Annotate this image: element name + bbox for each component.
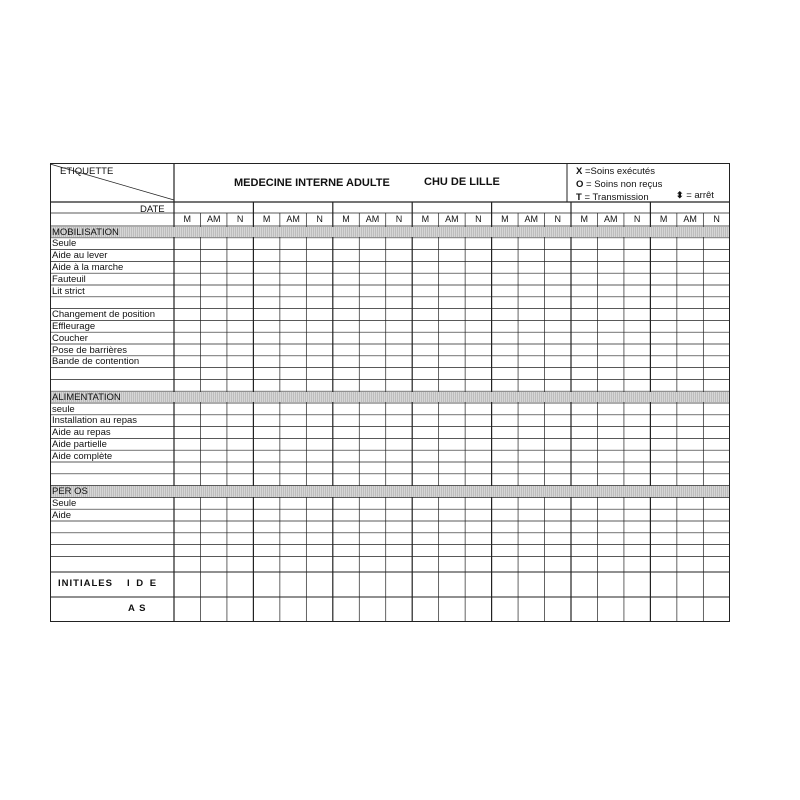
- subcolumn-label-n: N: [554, 214, 562, 224]
- subcolumn-label-n: N: [316, 214, 323, 224]
- initials-as-label: A S: [128, 603, 147, 614]
- care-row-label: Changement de position: [52, 309, 155, 321]
- care-row-label: Aide au lever: [52, 250, 108, 262]
- date-label: DATE: [140, 204, 165, 215]
- double-arrow-icon: ⬍: [676, 190, 684, 200]
- subcolumn-label-n: N: [236, 214, 244, 224]
- legend-not-received: O = Soins non reçus: [576, 179, 663, 190]
- section-title: MOBILISATION: [52, 226, 119, 238]
- subcolumn-label-am: AM: [683, 214, 697, 224]
- care-row-label: seule: [52, 403, 75, 415]
- care-row-label: Installation au repas: [52, 415, 138, 427]
- care-row-label: Aide à la marche: [52, 261, 124, 273]
- care-row-label: Aide: [52, 509, 72, 521]
- care-row-label: Aide au repas: [52, 427, 111, 439]
- subcolumn-label-m: M: [421, 214, 430, 224]
- initials-label: INITIALES: [58, 578, 113, 589]
- form-title: MEDECINE INTERNE ADULTE: [234, 177, 390, 189]
- care-row-label: Coucher: [52, 332, 88, 344]
- hospital-name: CHU DE LILLE: [424, 176, 500, 188]
- legend-executed: X =Soins exécutés: [576, 166, 655, 177]
- subcolumn-label-n: N: [633, 214, 641, 224]
- etiquette-label: ETIQUETTE: [60, 166, 114, 177]
- care-row-label: Bande de contention: [52, 356, 140, 368]
- initials-ide-label: I D E: [127, 578, 158, 589]
- care-row-label: Fauteuil: [52, 273, 86, 285]
- section-header-band: [51, 392, 729, 403]
- legend-stop: ⬍ = arrêt: [676, 190, 714, 201]
- subcolumn-label-n: N: [713, 214, 720, 224]
- subcolumn-label-am: AM: [524, 214, 539, 224]
- care-row-label: Seule: [52, 497, 77, 509]
- section-header-band: [51, 486, 729, 497]
- section-title: ALIMENTATION: [52, 391, 121, 403]
- section-title: PER OS: [52, 486, 88, 498]
- section-header-band: [51, 227, 729, 238]
- care-row-label: Seule: [52, 238, 77, 250]
- care-row-label: Effleurage: [52, 320, 96, 332]
- subcolumn-label-am: AM: [445, 214, 459, 224]
- subcolumn-label-m: M: [659, 214, 668, 224]
- subcolumn-label-m: M: [342, 214, 350, 224]
- subcolumn-label-am: AM: [365, 214, 380, 224]
- care-row-label: Lit strict: [52, 285, 85, 297]
- subcolumn-label-n: N: [475, 214, 482, 224]
- care-row-label: Pose de barrières: [52, 344, 127, 356]
- subcolumn-label-m: M: [501, 214, 509, 224]
- subcolumn-label-am: AM: [206, 214, 221, 224]
- subcolumn-label-am: AM: [286, 214, 300, 224]
- subcolumn-label-m: M: [183, 214, 191, 224]
- subcolumn-label-n: N: [395, 214, 403, 224]
- subcolumn-label-m: M: [580, 214, 588, 224]
- care-row-label: Aide partielle: [52, 438, 107, 450]
- subcolumn-label-am: AM: [603, 214, 618, 224]
- subcolumn-label-m: M: [262, 214, 271, 224]
- care-row-label: Aide complète: [52, 450, 113, 462]
- legend-transmission: T = Transmission: [576, 192, 649, 203]
